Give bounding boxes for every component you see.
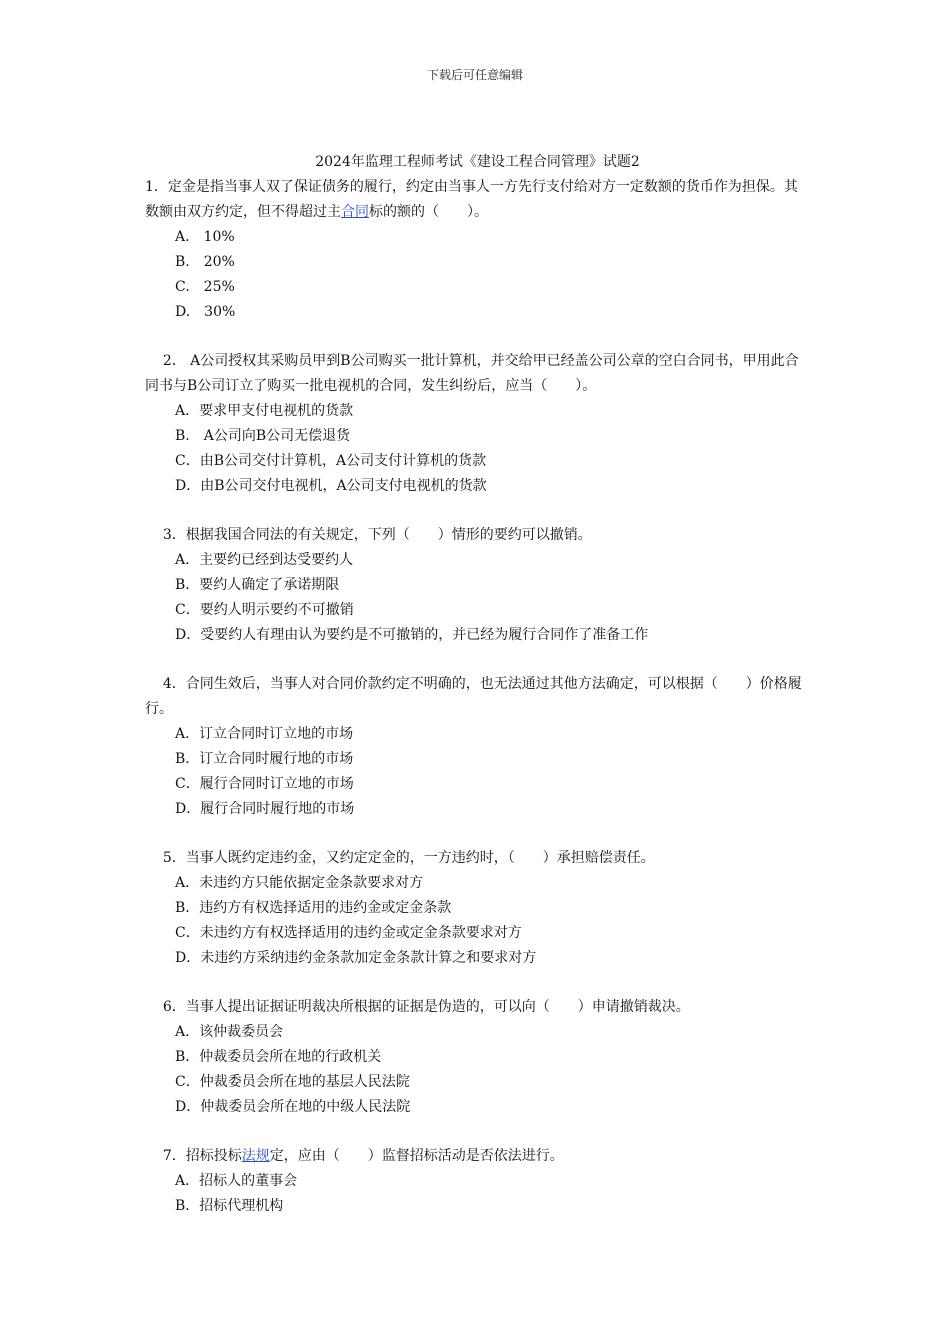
document-title: 2024年监理工程师考试《建设工程合同管理》试题2 [315, 154, 640, 170]
option-1b: B. 20% [175, 254, 235, 270]
document-body [145, 150, 810, 1219]
option-5d: D．未违约方采纳违约金条款加定金条款计算之和要求对方 [175, 950, 537, 966]
option-3c: C．要约人明示要约不可撤销 [175, 602, 354, 618]
page-header-note: 下载后可任意编辑 [426, 68, 523, 82]
option-7b: B．招标代理机构 [175, 1198, 284, 1214]
spacer [145, 325, 810, 349]
spacer [145, 648, 810, 672]
question-1: 1．定金是指当事人双了保证债务的履行，约定由当事人一方先行支付给对方一定数额的货币作为担保。其数额由双方约定，但不得超过主合同标的额的（ ）。 [145, 179, 798, 220]
spacer [145, 499, 810, 523]
question-6: 6．当事人提出证据证明裁决所根据的证据是伪造的，可以向（ ）申请撤销裁决。 [162, 999, 690, 1015]
option-6b: B．仲裁委员会所在地的行政机关 [175, 1049, 382, 1065]
option-2b: B. A公司向B公司无偿退货 [175, 428, 351, 444]
question-2: 2． A公司授权其采购员甲到B公司购买一批计算机，并交给甲已经盖公司公章的空白合同书，甲用此合同书与B公司订立了购买一批电视机的合同，发生纠纷后，应当（ ）。 [145, 353, 799, 394]
option-3a: A．主要约已经到达受要约人 [175, 552, 354, 568]
hyperlink-contract[interactable]: 合同 [341, 204, 369, 220]
option-1a: A. 10% [175, 229, 235, 245]
option-2c: C．由B公司交付计算机，A公司支付计算机的货款 [175, 453, 487, 469]
option-6d: D．仲裁委员会所在地的中级人民法院 [175, 1099, 411, 1115]
option-1d: D. 30% [175, 304, 236, 320]
option-6c: C．仲裁委员会所在地的基层人民法院 [175, 1074, 410, 1090]
hyperlink-regulation[interactable]: 法规 [241, 1148, 270, 1164]
question-7: 7．招标投标法规定，应由（ ）监督招标活动是否依法进行。 [162, 1148, 564, 1164]
spacer [145, 1120, 810, 1144]
option-5b: B．违约方有权选择适用的违约金或定金条款 [175, 900, 452, 916]
option-6a: A．该仲裁委员会 [175, 1024, 284, 1040]
option-4d: D．履行合同时履行地的市场 [175, 801, 355, 817]
option-5c: C．未违约方有权选择适用的违约金或定金条款要求对方 [175, 925, 522, 941]
option-4a: A．订立合同时订立地的市场 [175, 726, 354, 742]
question-4: 4．合同生效后，当事人对合同价款约定不明确的，也无法通过其他方法确定，可以根据（ ）价格履行。 [145, 676, 802, 717]
option-4c: C．履行合同时订立地的市场 [175, 776, 354, 792]
option-1c: C. 25% [175, 279, 235, 295]
spacer [145, 971, 810, 995]
option-4b: B．订立合同时履行地的市场 [175, 751, 354, 767]
option-5a: A．未违约方只能依据定金条款要求对方 [175, 875, 424, 891]
option-2a: A．要求甲支付电视机的货款 [175, 403, 354, 419]
question-3: 3．根据我国合同法的有关规定，下列（ ）情形的要约可以撤销。 [162, 527, 592, 543]
option-7a: A．招标人的董事会 [175, 1173, 298, 1189]
option-2d: D．由B公司交付电视机，A公司支付电视机的货款 [175, 478, 487, 494]
spacer [145, 822, 810, 846]
question-5: 5．当事人既约定违约金，又约定定金的，一方违约时，（ ）承担赔偿责任。 [162, 850, 655, 866]
option-3b: B．要约人确定了承诺期限 [175, 577, 340, 593]
option-3d: D．受要约人有理由认为要约是不可撤销的，并已经为履行合同作了准备工作 [175, 627, 649, 643]
